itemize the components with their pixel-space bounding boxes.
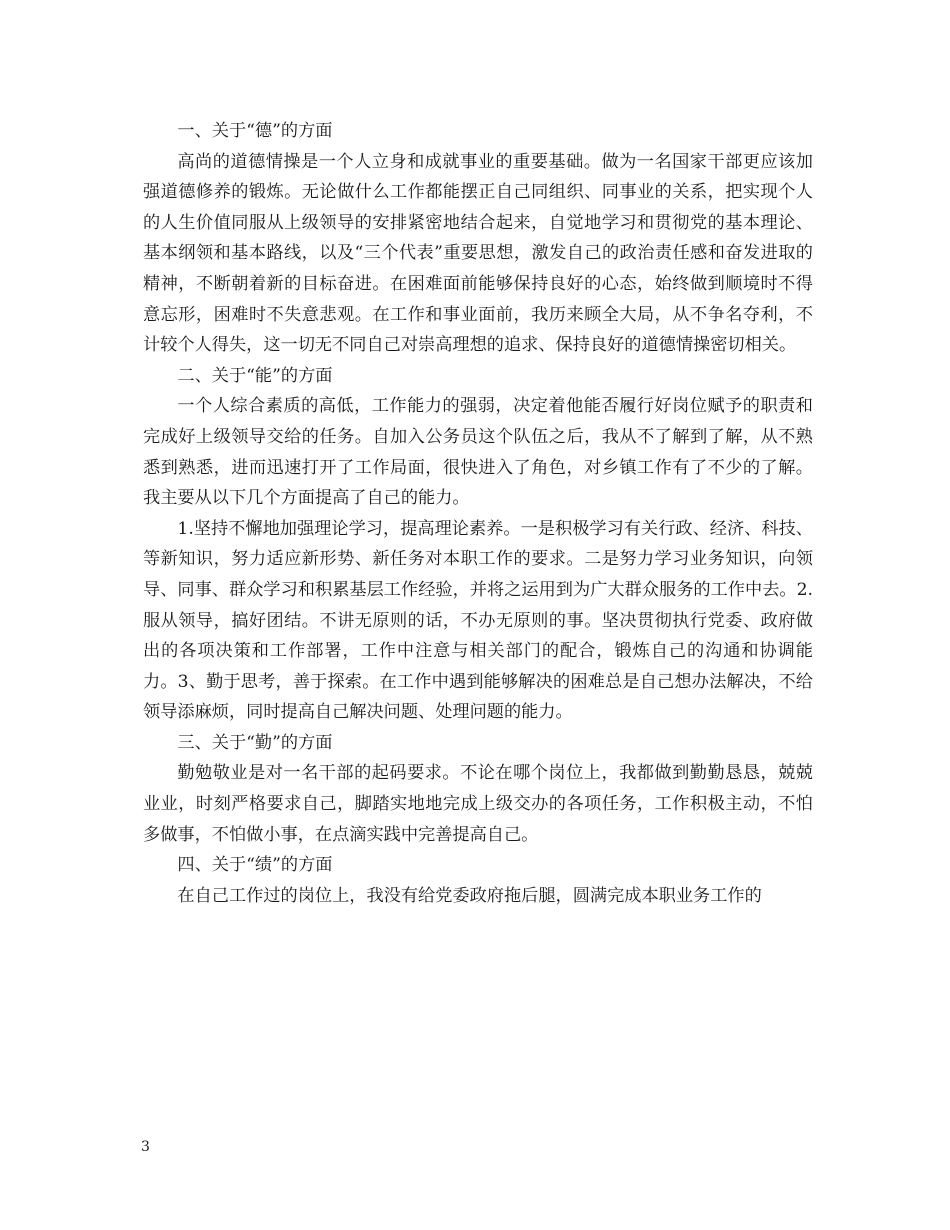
section-heading-ji: 四、关于“绩”的方面: [177, 855, 333, 876]
document-body: [143, 116, 813, 911]
section-heading-de: 一、关于“德”的方面: [177, 121, 333, 141]
page-number: 3: [141, 1139, 150, 1155]
paragraph-de: 高尚的道德情操是一个人立身和成就事业的重要基础。做为一名国家干部更应该加强道德修养的锻炼。无论做什么工作都能摆正自己同组织、同事业的关系，把实现个人的人生价值同服从上级领导的安排紧密地结合起来，自觉地学习和贯彻党的基本理论、基本纲领和基本路线，以及“三个代表”重要思想，激发自己的政治责任感和奋发进取的精神，不断朝着新的目标奋进。在困难面前能够保持良好的心态，始终做到顺境时不得意忘形，困难时不失意悲观。在工作和事业面前，我历来顾全大局，从不争名夺利，不计较个人得失，这一切无不同自己对崇高理想的追求、保持良好的道德情操密切相关。: [143, 151, 813, 356]
section-heading-qin: 三、关于“勤”的方面: [177, 732, 333, 753]
paragraph-qin: 勤勉敬业是对一名干部的起码要求。不论在哪个岗位上，我都做到勤勤恳恳，兢兢业业，时刻严格要求自己，脚踏实地地完成上级交办的各项任务，工作积极主动，不怕多做事，不怕做小事，在点滴实践中完善提高自己。: [143, 763, 813, 845]
paragraph-neng-intro: 一个人综合素质的高低，工作能力的强弱，决定着他能否履行好岗位赋予的职责和完成好上级领导交给的任务。自加入公务员这个队伍之后，我从不了解到了解，从不熟悉到熟悉，进而迅速打开了工作局面，很快进入了角色，对乡镇工作有了不少的了解。我主要从以下几个方面提高了自己的能力。: [143, 396, 813, 509]
paragraph-ji: 在自己工作过的岗位上，我没有给党委政府拖后腿，圆满完成本职业务工作的: [177, 885, 762, 906]
paragraph-neng-points: 1.坚持不懈地加强理论学习，提高理论素养。一是积极学习有关行政、经济、科技、等新知识，努力适应新形势、新任务对本职工作的要求。二是努力学习业务知识，向领导、同事、群众学习和积累基层工作经验，并将之运用到为广大群众服务的工作中去。2.服从领导，搞好团结。不讲无原则的话，不办无原则的事。坚决贯彻执行党委、政府做出的各项决策和工作部署，工作中注意与相关部门的配合，锻炼自己的沟通和协调能力。3、勤于思考，善于探索。在工作中遇到能够解决的困难总是自己想办法解决，不给领导添麻烦，同时提高自己解决问题、处理问题的能力。: [143, 518, 813, 723]
section-heading-neng: 二、关于“能”的方面: [177, 365, 333, 386]
